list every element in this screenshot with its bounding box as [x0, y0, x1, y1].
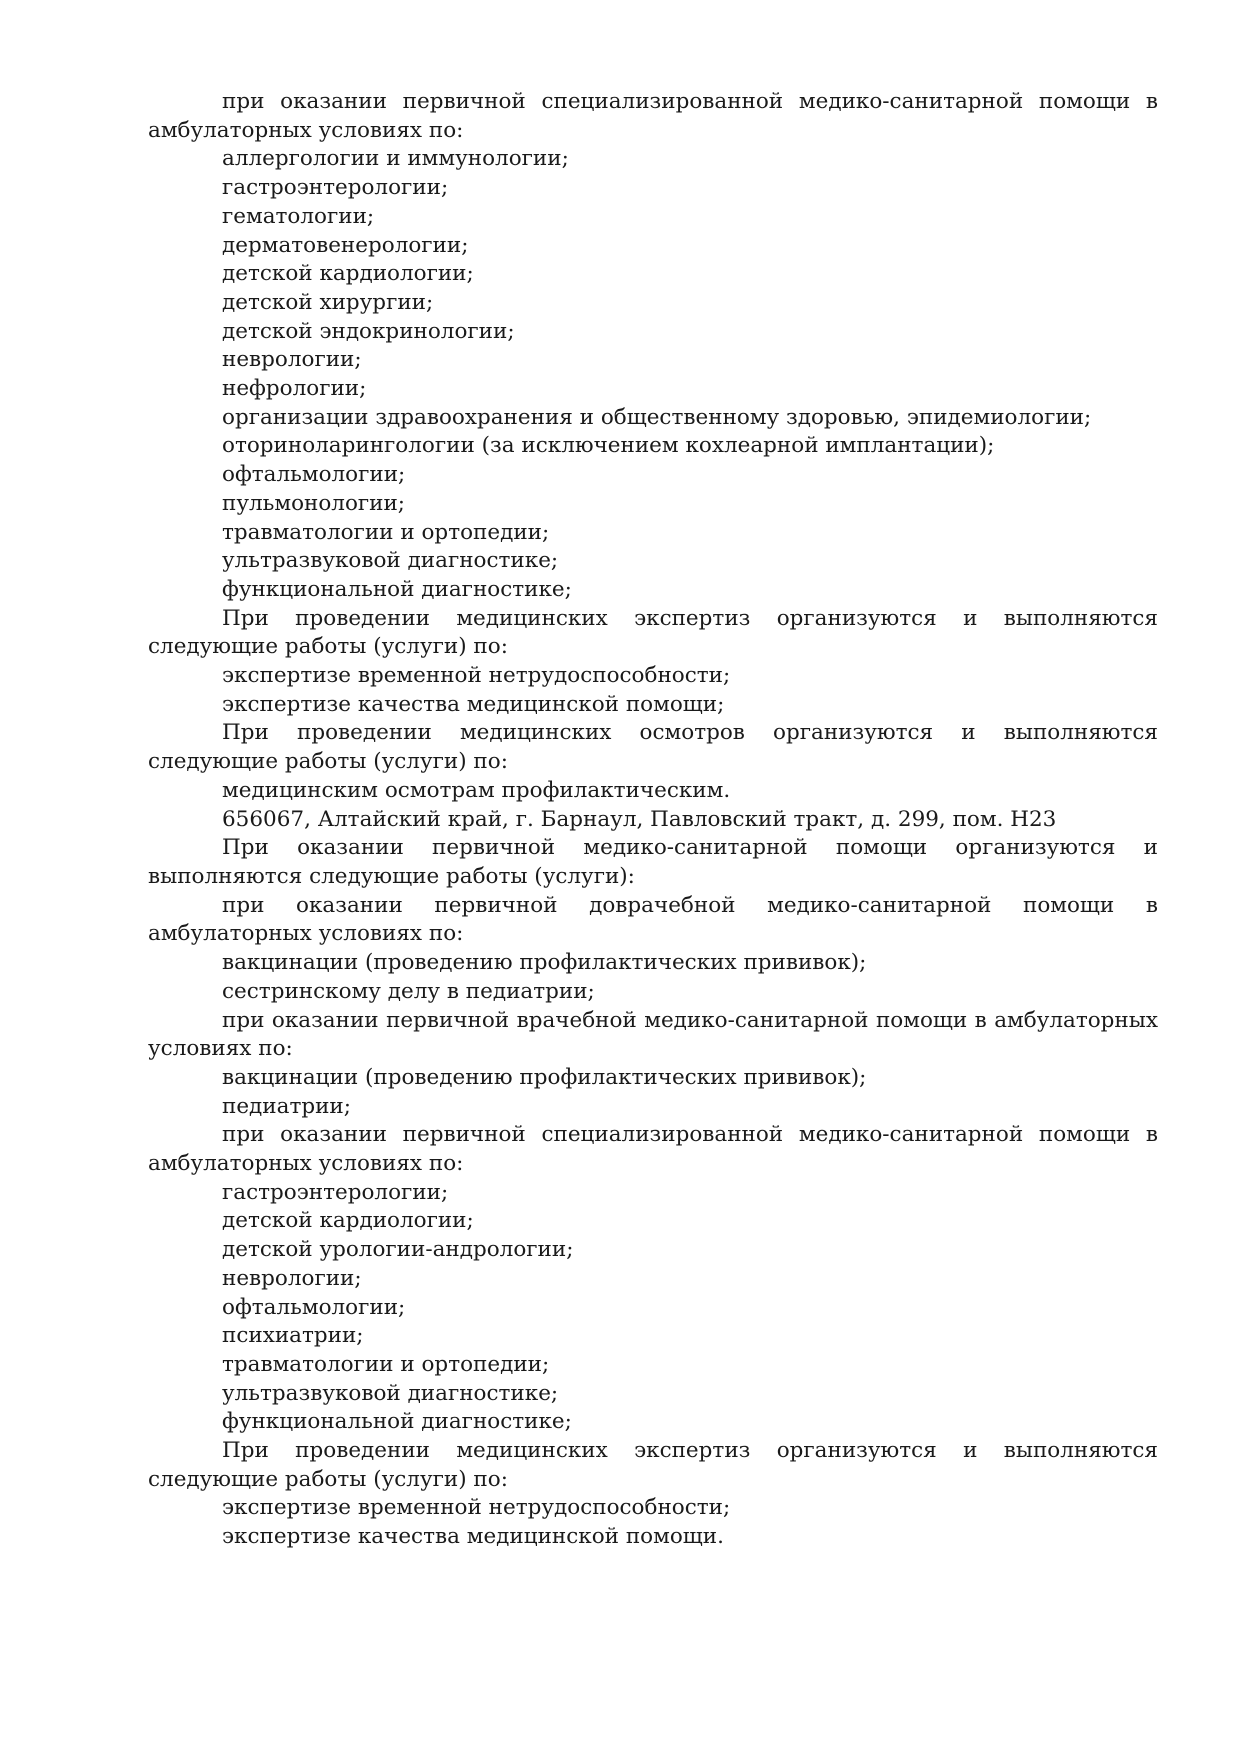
list-item: организации здравоохранения и общественному здоровью, эпидемиологии; [222, 404, 1092, 430]
list-item: детской урологии-андрологии; [222, 1237, 574, 1263]
list-item: пульмонологии; [222, 490, 406, 516]
document-paragraph: при оказании первичной специализированной медико-санитарной помощи в амбулаторных условиях по: [148, 1122, 1158, 1177]
list-item: офтальмологии; [222, 1294, 406, 1320]
list-item: неврологии; [222, 347, 362, 373]
list-item: вакцинации (проведению профилактических прививок); [222, 950, 867, 976]
list-item: неврологии; [222, 1265, 362, 1291]
list-item: травматологии и ортопедии; [222, 519, 550, 545]
document-paragraph: при оказании первичной специализированной медико-санитарной помощи в амбулаторных условиях по: [148, 89, 1158, 143]
list-item: экспертизе временной нетрудоспособности; [222, 663, 731, 689]
document-paragraph: при оказании первичной доврачебной медико-санитарной помощи в амбулаторных условиях по: [148, 892, 1158, 947]
list-item: дерматовенерологии; [222, 232, 469, 258]
list-item: детской эндокринологии; [222, 318, 515, 344]
list-item: детской кардиологии; [222, 1208, 474, 1234]
list-item: оториноларингологии (за исключением кохлеарной имплантации); [222, 433, 995, 459]
list-item: ультразвуковой диагностике; [222, 548, 559, 574]
list-item: экспертизе качества медицинской помощи; [222, 691, 725, 717]
list-item: медицинским осмотрам профилактическим. [222, 777, 731, 803]
list-item: вакцинации (проведению профилактических прививок); [222, 1064, 867, 1090]
document-paragraph: При оказании первичной медико-санитарной помощи организуются и выполняются следующие работы (услуги): [148, 835, 1158, 889]
list-item: функциональной диагностике; [222, 1409, 572, 1435]
list-item: гастроэнтерологии; [222, 1179, 449, 1205]
list-item: психиатрии; [222, 1323, 364, 1349]
list-item: детской кардиологии; [222, 261, 474, 287]
list-item: детской хирургии; [222, 289, 434, 315]
list-item: функциональной диагностике; [222, 576, 572, 602]
document-paragraph: При проведении медицинских экспертиз организуются и выполняются следующие работы (услуги) по: [148, 1438, 1158, 1492]
list-item: гематологии; [222, 203, 375, 229]
list-item: экспертизе качества медицинской помощи. [222, 1524, 724, 1550]
document-page [148, 88, 1158, 1552]
list-item: травматологии и ортопедии; [222, 1351, 550, 1377]
list-item: сестринскому делу в педиатрии; [222, 978, 595, 1004]
list-item: нефрологии; [222, 376, 367, 402]
list-item: 656067, Алтайский край, г. Барнаул, Павловский тракт, д. 299, пом. Н23 [222, 806, 1057, 832]
document-paragraph: При проведении медицинских осмотров организуются и выполняются следующие работы (услуги) по: [148, 720, 1158, 775]
document-paragraph: при оказании первичной врачебной медико-санитарной помощи в амбулаторных условиях по: [148, 1007, 1158, 1062]
list-item: гастроэнтерологии; [222, 175, 449, 201]
list-item: педиатрии; [222, 1093, 351, 1119]
list-item: ультразвуковой диагностике; [222, 1380, 559, 1406]
list-item: аллергологии и иммунологии; [222, 146, 569, 172]
list-item: офтальмологии; [222, 462, 406, 488]
document-paragraph: При проведении медицинских экспертиз организуются и выполняются следующие работы (услуги) по: [148, 605, 1158, 660]
list-item: экспертизе временной нетрудоспособности; [222, 1495, 731, 1521]
